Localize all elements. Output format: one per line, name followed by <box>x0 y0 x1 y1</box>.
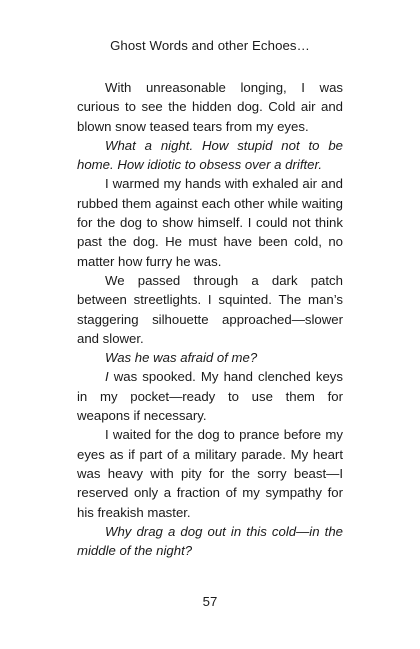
paragraph-2-thought: What a night. How stupid not to be home. How idiotic to obsess over a drifter. <box>77 137 343 173</box>
paragraph-8-thought: Why drag a dog out in this cold—in the middle of the night? <box>77 523 343 559</box>
page-number: 57 <box>202 594 218 609</box>
paragraph-4: We passed through a dark patch between streetlights. I squinted. The man’s staggering silhouette approached—slower and slower. <box>77 272 343 346</box>
paragraph-6 <box>77 367 343 425</box>
paragraph-1: With unreasonable longing, I was curious to see the hidden dog. Cold air and blown snow teased tears from my eyes. <box>77 80 343 134</box>
emphasized-word: I <box>105 369 109 385</box>
running-head: Ghost Words and other Echoes… <box>110 38 310 53</box>
paragraph-6-text: was spooked. My hand clenched keys in my pocket—ready to use them for weapons if necessary. <box>77 369 343 424</box>
paragraph-7: I waited for the dog to prance before my eyes as if part of a military parade. My heart was heavy with pity for the sorry beast—I reserved only a fraction of my sympathy for his freakish master. <box>77 427 343 520</box>
body-text <box>77 78 343 560</box>
paragraph-5-thought: Was he was afraid of me? <box>105 350 258 366</box>
paragraph-3: I warmed my hands with exhaled air and rubbed them against each other while waiting for the dog to show himself. I could not think past the dog. He must have been cold, no matter how furry he was. <box>77 176 343 269</box>
